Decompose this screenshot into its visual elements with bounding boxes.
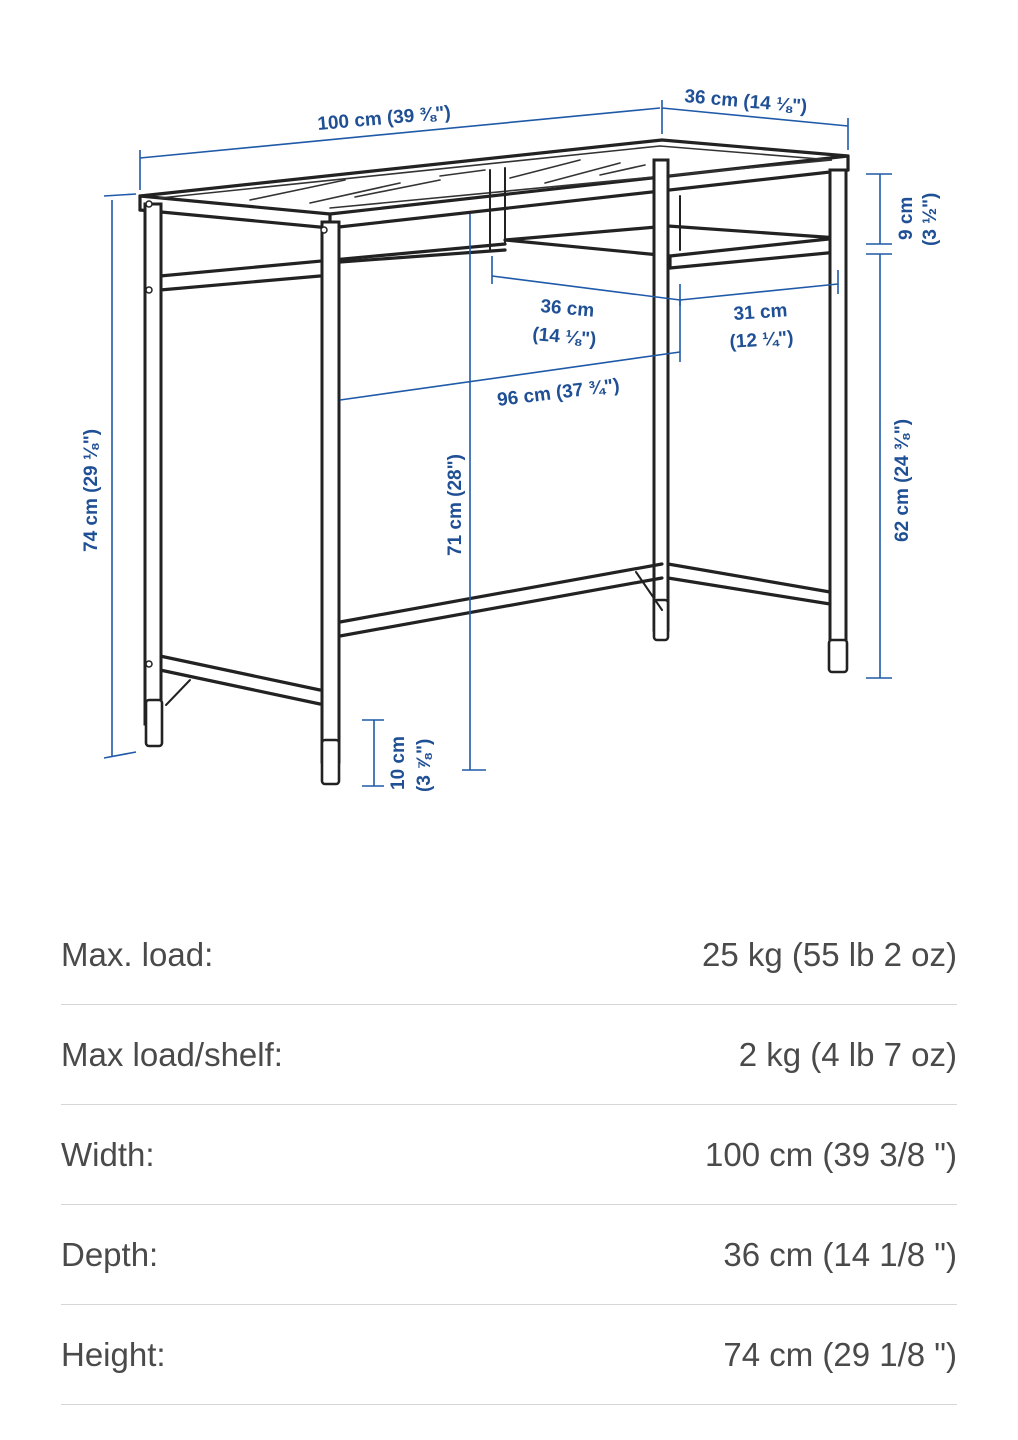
- table-line-drawing: [140, 140, 848, 784]
- spec-value: 25 kg (55 lb 2 oz): [702, 935, 957, 973]
- dim-shelf-depth-in: (14 ⅛"): [531, 324, 598, 351]
- spec-label: Max load/shelf:: [61, 1035, 283, 1073]
- spec-label: Max. load:: [61, 935, 214, 973]
- dim-clearance-height: 71 cm (28"): [445, 454, 466, 556]
- dim-shelf-width-cm: 31 cm: [732, 300, 789, 325]
- spec-row-max-load-shelf: [61, 1005, 957, 1105]
- spec-row-height: [61, 1305, 957, 1405]
- dim-shelf-width-in: (12 ¼"): [728, 327, 795, 353]
- spec-label: Height:: [61, 1335, 166, 1373]
- spec-value: 36 cm (14 1/8 "): [723, 1235, 957, 1273]
- dim-foot-height-cm: 10 cm: [388, 736, 409, 790]
- spec-row-max-load: [61, 905, 957, 1005]
- spec-row-width: [61, 1105, 957, 1205]
- dim-foot-height-in: (3 ⅞"): [414, 738, 435, 792]
- dim-shelf-depth-cm: 36 cm: [539, 296, 596, 322]
- dim-inner-width: 96 cm (37 ¾"): [496, 375, 621, 411]
- spec-value: 2 kg (4 lb 7 oz): [738, 1035, 957, 1073]
- dim-total-width: 100 cm (39 ⅜"): [316, 102, 452, 135]
- dim-total-depth: 36 cm (14 ⅛"): [683, 86, 809, 118]
- spec-label: Depth:: [61, 1235, 159, 1273]
- spec-value: 100 cm (39 3/8 "): [705, 1135, 957, 1173]
- dim-total-height: 74 cm (29 ⅛"): [81, 428, 102, 552]
- spec-table: [61, 905, 957, 1405]
- spec-row-depth: [61, 1205, 957, 1305]
- spec-value: 74 cm (29 1/8 "): [723, 1335, 957, 1373]
- dim-lower-height: 62 cm (24 ⅜"): [892, 418, 913, 542]
- dim-top-height: 9 cm: [896, 196, 917, 240]
- spec-label: Width:: [61, 1135, 155, 1173]
- dim-top-height-in: (3 ½"): [920, 192, 941, 246]
